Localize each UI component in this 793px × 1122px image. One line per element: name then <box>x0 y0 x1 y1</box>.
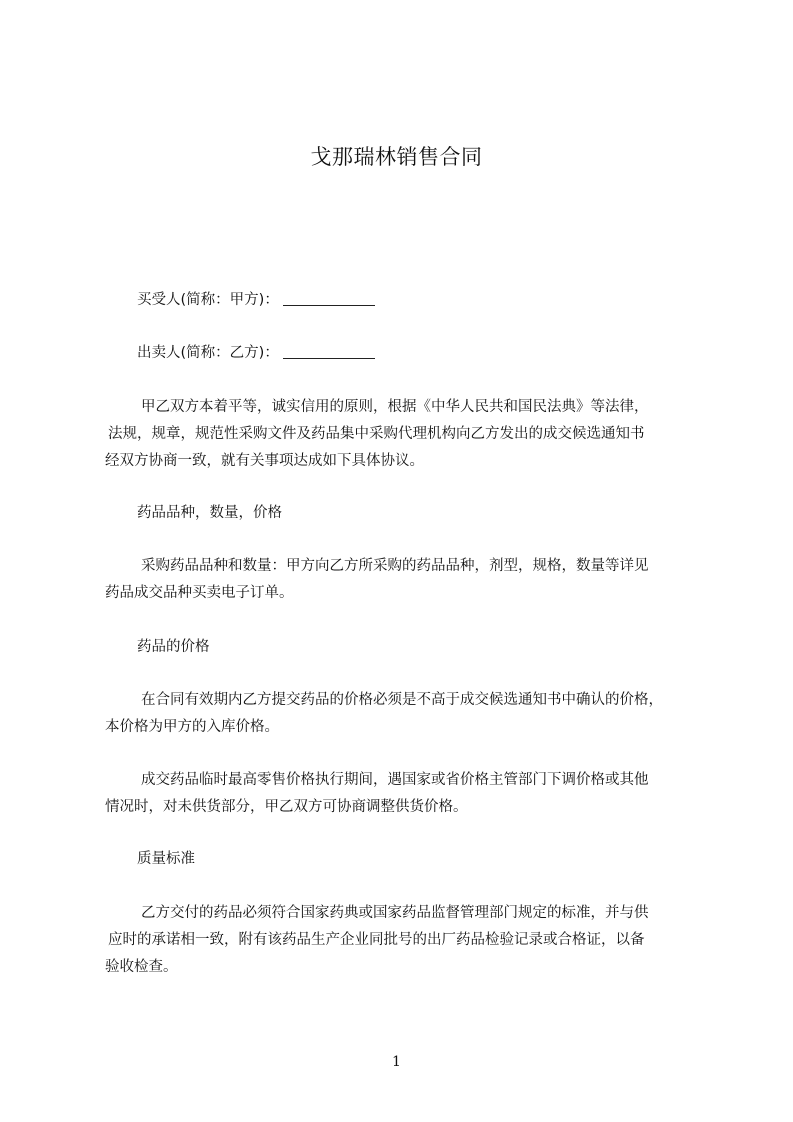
varieties-line-1: 采购药品品种和数量：甲方向乙方所采购的药品品种，剂型，规格，数量等详见 <box>141 558 649 574</box>
buyer-label: 买受人(简称：甲方)： <box>137 292 279 308</box>
seller-label: 出卖人(简称：乙方)： <box>137 345 279 361</box>
intro-line-1: 甲乙双方本着平等，诚实信用的原则，根据《中华人民共和国民法典》等法律， <box>141 399 649 415</box>
intro-line-3: 经双方协商一致，就有关事项达成如下具体协议。 <box>105 453 424 469</box>
section-heading-varieties: 药品品种，数量，价格 <box>137 505 282 521</box>
varieties-line-2: 药品成交品种买卖电子订单。 <box>105 585 294 601</box>
document-title: 戈那瑞林销售合同 <box>310 145 483 169</box>
section-heading-price: 药品的价格 <box>137 639 210 655</box>
price-p2-line-1: 成交药品临时最高零售价格执行期间，遇国家或省价格主管部门下调价格或其他 <box>141 772 649 788</box>
seller-field <box>105 340 737 367</box>
page-number: 1 <box>392 1054 401 1070</box>
intro-paragraph <box>105 394 705 475</box>
varieties-paragraph <box>105 553 705 607</box>
quality-line-3: 验收检查。 <box>105 959 178 975</box>
price-paragraph-2 <box>105 767 705 821</box>
price-p2-line-2: 情况时，对未供货部分，甲乙双方可协商调整供货价格。 <box>105 799 468 815</box>
price-p1-line-1: 在合同有效期内乙方提交药品的价格必须是不高于成交候选通知书中确认的价格， <box>141 692 663 708</box>
buyer-blank-line <box>283 291 375 306</box>
price-paragraph-1 <box>105 687 705 741</box>
quality-line-2: 应时的承诺相一致，附有该药品生产企业同批号的出厂药品检验记录或合格证，以备 <box>108 932 645 948</box>
quality-paragraph <box>105 900 705 981</box>
intro-line-2: 法规，规章，规范性采购文件及药品集中采购代理机构向乙方发出的成交候选通知书 <box>108 426 645 442</box>
buyer-field <box>105 287 737 314</box>
section-heading-quality: 质量标准 <box>137 851 195 867</box>
seller-blank-line <box>283 344 375 359</box>
quality-line-1: 乙方交付的药品必须符合国家药典或国家药品监督管理部门规定的标准，并与供 <box>141 905 649 921</box>
price-p1-line-2: 本价格为甲方的入库价格。 <box>105 719 279 735</box>
